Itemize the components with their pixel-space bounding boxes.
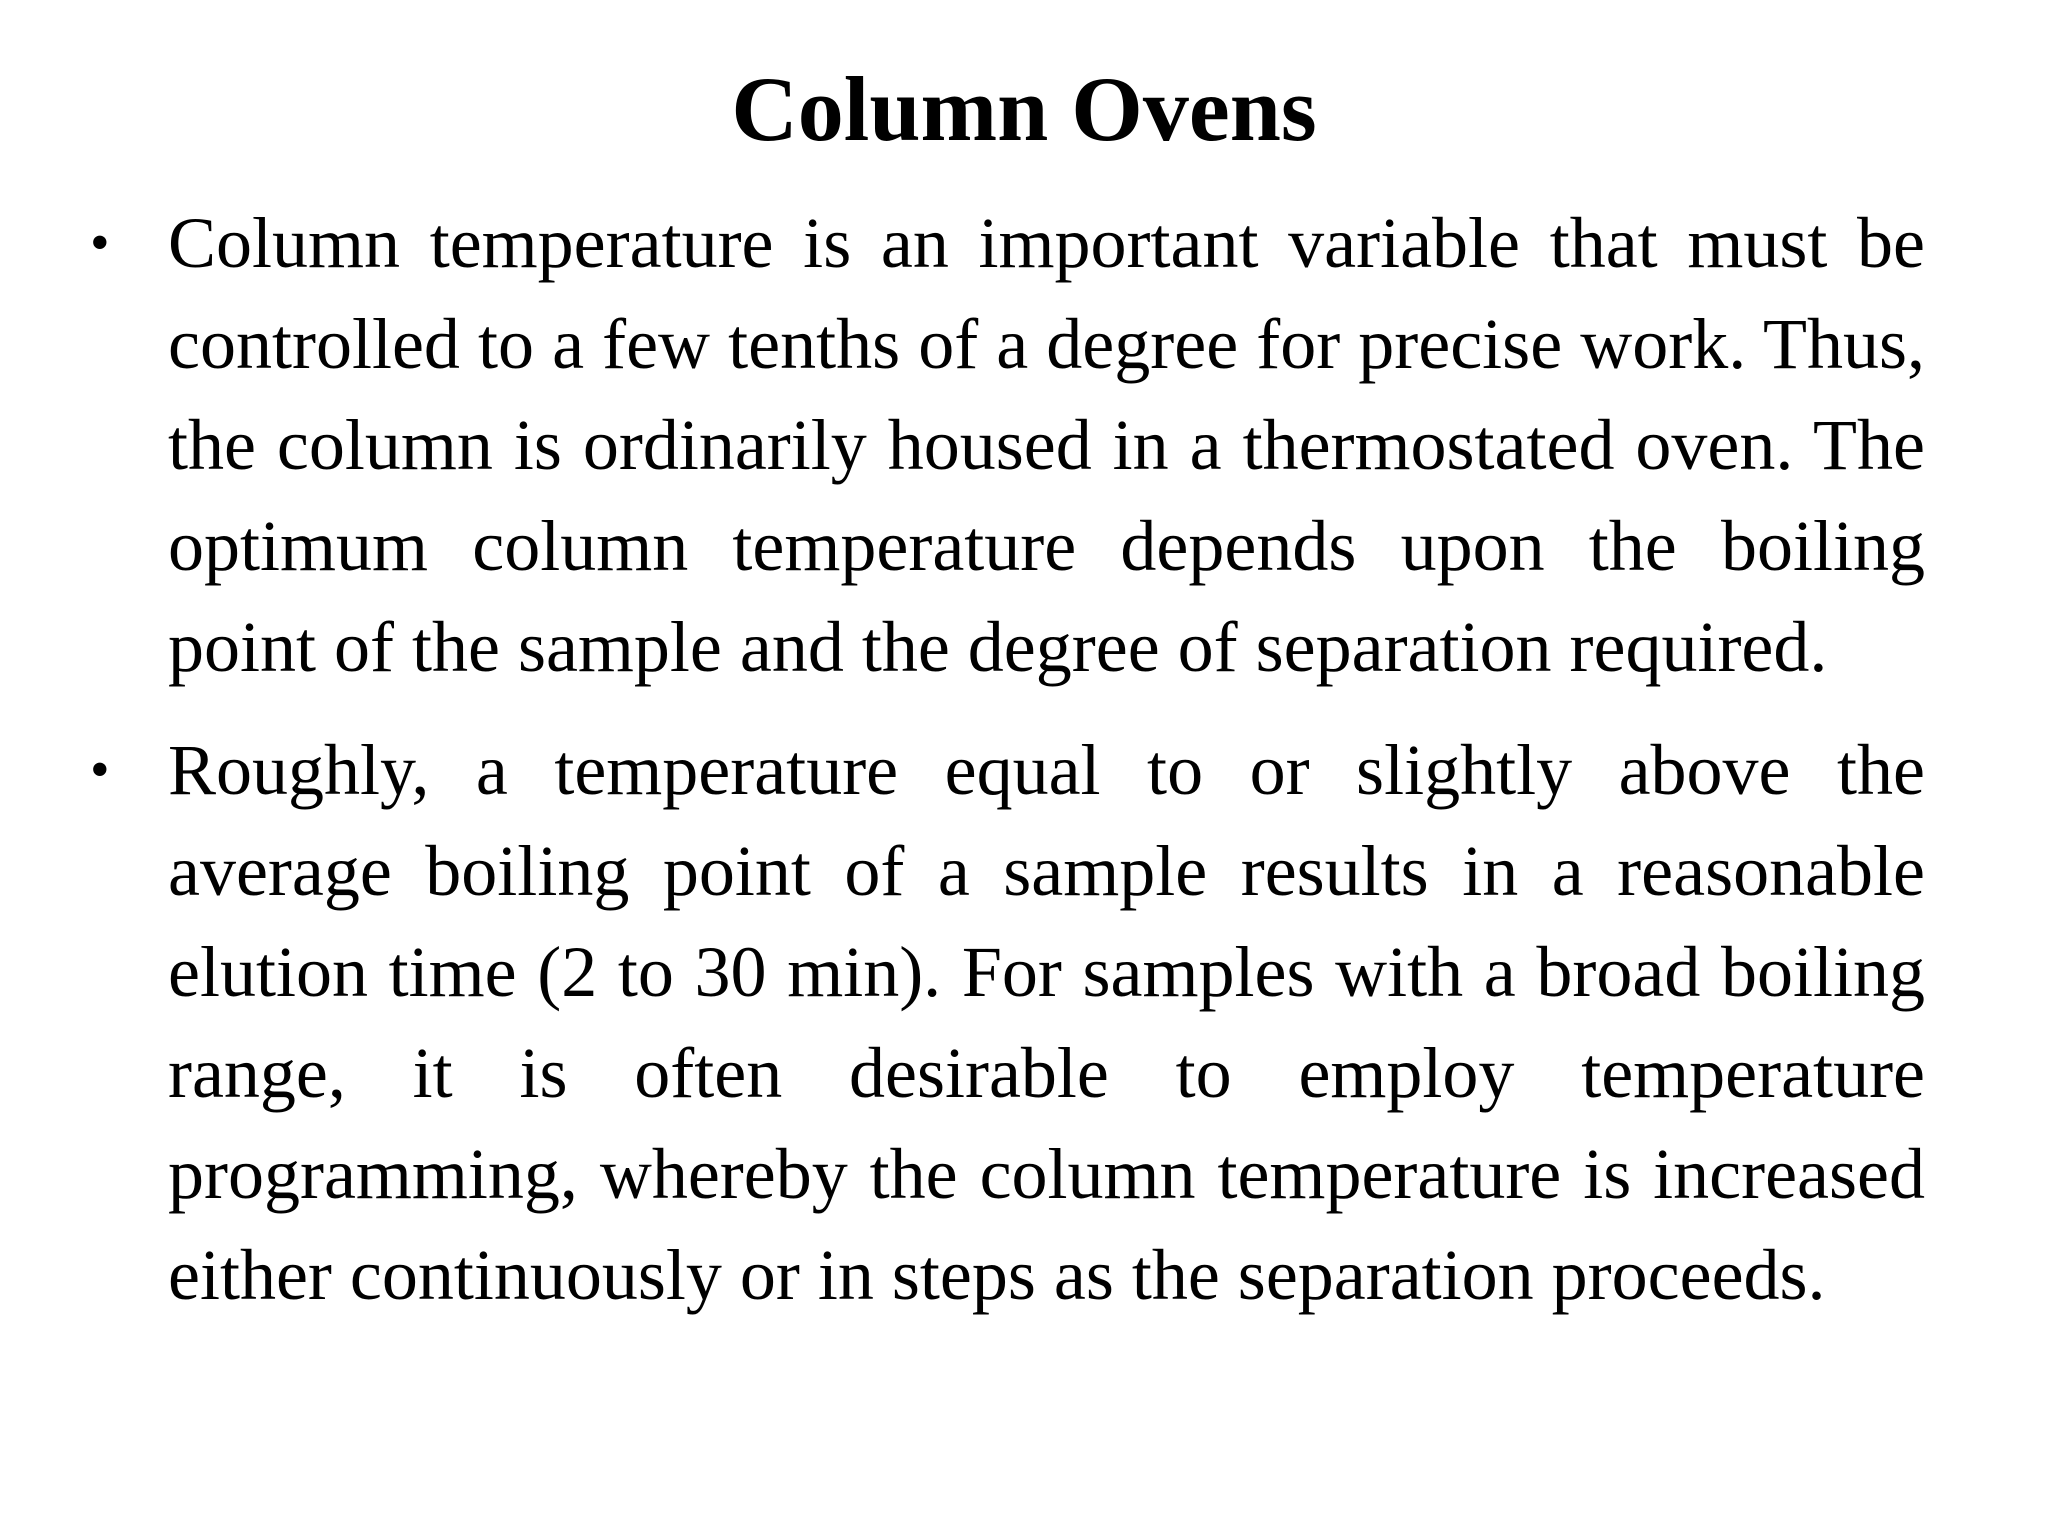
bullet-item — [90, 193, 1925, 698]
slide-title: Column Ovens — [731, 58, 1317, 160]
bullet-list — [0, 193, 2048, 1348]
bullet-dot-icon: • — [90, 739, 110, 801]
bullet-dot-icon: • — [90, 212, 110, 274]
bullet-text: Roughly, a temperature equal to or slightly above the average boiling point of a sample results in a reasonable elution time (2 to 30 min). For samples with a broad boiling range, it is often desirable to employ temperature programming, whereby the column temperature is increased either continuously or in steps as the separation proceeds. — [168, 730, 1925, 1315]
bullet-item — [90, 720, 1925, 1326]
bullet-text: Column temperature is an important variable that must be controlled to a few tenths of a degree for precise work. Thus, the column is ordinarily housed in a thermostated oven. The optimum column temperature depends upon the boiling point of the sample and the degree of separation required. — [168, 203, 1925, 687]
